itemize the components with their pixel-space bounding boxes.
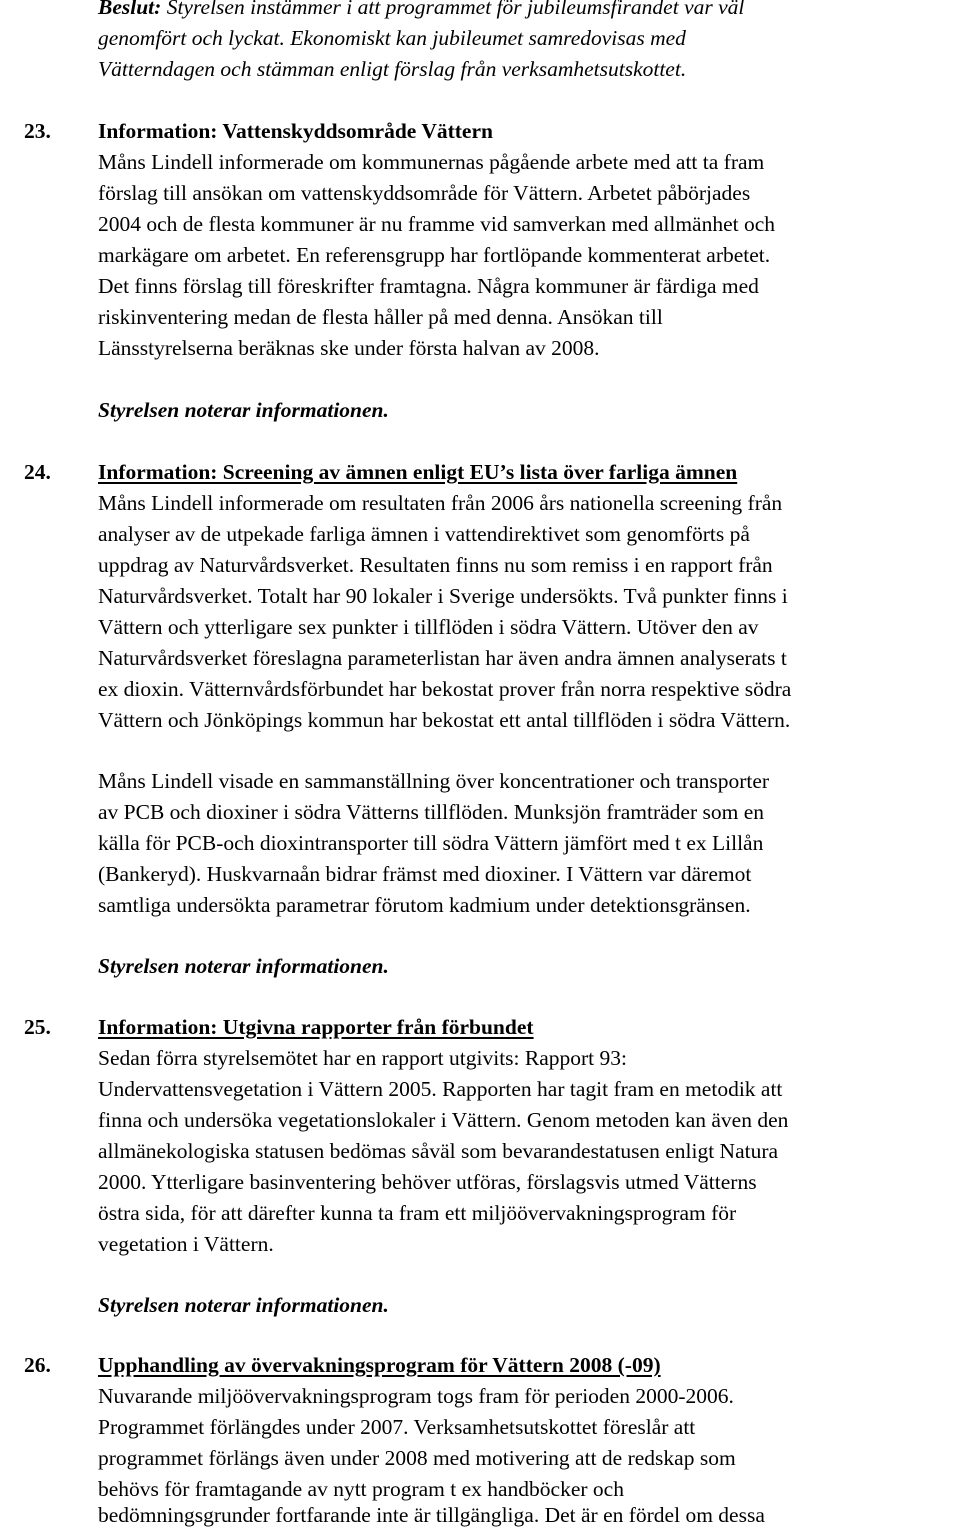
body-line: (Bankeryd). Huskvarnaån bidrar främst med dioxiner. I Vättern var däremot [98,862,752,886]
body-line: av PCB och dioxiner i södra Vätterns tillflöden. Munksjön framträder som en [98,800,764,824]
section-number: 25. [24,1015,51,1039]
body-line: bedömningsgrunder fortfarande inte är tillgängliga. Det är en fördel om dessa [98,1503,765,1527]
body-line: Länsstyrelserna beräknas ske under första halvan av 2008. [98,336,600,360]
body-line: Naturvårdsverket föreslagna parameterlistan har även andra ämnen analyserats t [98,646,787,670]
body-line: Måns Lindell informerade om kommunernas pågående arbete med att ta fram [98,150,765,174]
body-line: ex dioxin. Vätternvårdsförbundet har bekostat prover från norra respektive södra [98,677,792,701]
section-title: Information: Vattenskyddsområde Vättern [98,119,493,143]
section-number: 24. [24,460,51,484]
body-line: markägare om arbetet. En referensgrupp har fortlöpande kommenterat arbetet. [98,243,771,267]
body-line: Undervattensvegetation i Vättern 2005. Rapporten har tagit fram en metodik att [98,1077,783,1101]
body-line: Måns Lindell informerade om resultaten från 2006 års nationella screening från [98,491,783,515]
body-line: Det finns förslag till föreskrifter framtagna. Några kommuner är färdiga med [98,274,759,298]
section-heading [24,1350,661,1381]
board-decision: Styrelsen noterar informationen. [98,954,389,978]
body-line: Vättern och Jönköpings kommun har bekostat ett antal tillflöden i södra Vättern. [98,708,791,732]
section-number: 26. [24,1353,51,1377]
body-line: Måns Lindell visade en sammanställning över koncentrationer och transporter [98,769,770,793]
body-line: 2004 och de flesta kommuner är nu framme vid samverkan med allmänhet och [98,212,776,236]
body-line: östra sida, för att därefter kunna ta fram ett miljöövervakningsprogram för [98,1201,737,1225]
body-line: källa för PCB-och dioxintransporter till södra Vättern jämfört med t ex Lillån [98,831,764,855]
body-line: uppdrag av Naturvårdsverket. Resultaten finns nu som remiss i en rapport från [98,553,773,577]
section-title: Upphandling av övervakningsprogram för Vättern 2008 (-09) [98,1353,661,1377]
body-line: finna och undersöka vegetationslokaler i Vättern. Genom metoden kan även den [98,1108,789,1132]
body-line: samtliga undersökta parametrar förutom kadmium under detektionsgränsen. [98,893,751,917]
decision-label: Beslut: [98,0,162,19]
body-line: riskinventering medan de flesta håller på med denna. Ansökan till [98,305,663,329]
decision-line: Vätterndagen och stämman enligt förslag från verksamhetsutskottet. [98,57,687,81]
body-line: 2000. Ytterligare basinventering behöver utföras, förslagsvis utmed Vätterns [98,1170,757,1194]
section-heading [24,116,493,147]
body-line: Vättern och ytterligare sex punkter i tillflöden i södra Vättern. Utöver den av [98,615,759,639]
body-line: vegetation i Vättern. [98,1232,274,1256]
body-line: behövs för framtagande av nytt program t ex handböcker och [98,1477,624,1501]
section-heading [24,1012,534,1043]
body-line: analyser av de utpekade farliga ämnen i vattendirektivet som genomförts på [98,522,750,546]
decision-text: Styrelsen instämmer i att programmet för jubileumsfirandet var väl [161,0,745,19]
section-heading [24,457,737,488]
board-decision: Styrelsen noterar informationen. [98,398,389,422]
body-line: allmänekologiska statusen bedömas såväl som bevarandestatusen enligt Natura [98,1139,779,1163]
body-line: programmet förlängs även under 2008 med motivering att de redskap som [98,1446,736,1470]
section-title: Information: Utgivna rapporter från förbundet [98,1015,534,1039]
body-line: Nuvarande miljöövervakningsprogram togs fram för perioden 2000-2006. [98,1384,734,1408]
section-title: Information: Screening av ämnen enligt EU’s lista över farliga ämnen [98,460,738,484]
body-line: Sedan förra styrelsemötet har en rapport utgivits: Rapport 93: [98,1046,628,1070]
board-decision: Styrelsen noterar informationen. [98,1293,389,1317]
section-number: 23. [24,119,51,143]
decision-line [98,0,744,23]
decision-line: genomfört och lyckat. Ekonomiskt kan jubileumet samredovisas med [98,26,686,50]
body-line: Programmet förlängdes under 2007. Verksamhetsutskottet föreslår att [98,1415,696,1439]
body-line: förslag till ansökan om vattenskyddsområde för Vättern. Arbetet påbörjades [98,181,751,205]
body-line: Naturvårdsverket. Totalt har 90 lokaler i Sverige undersökts. Två punkter finns i [98,584,788,608]
